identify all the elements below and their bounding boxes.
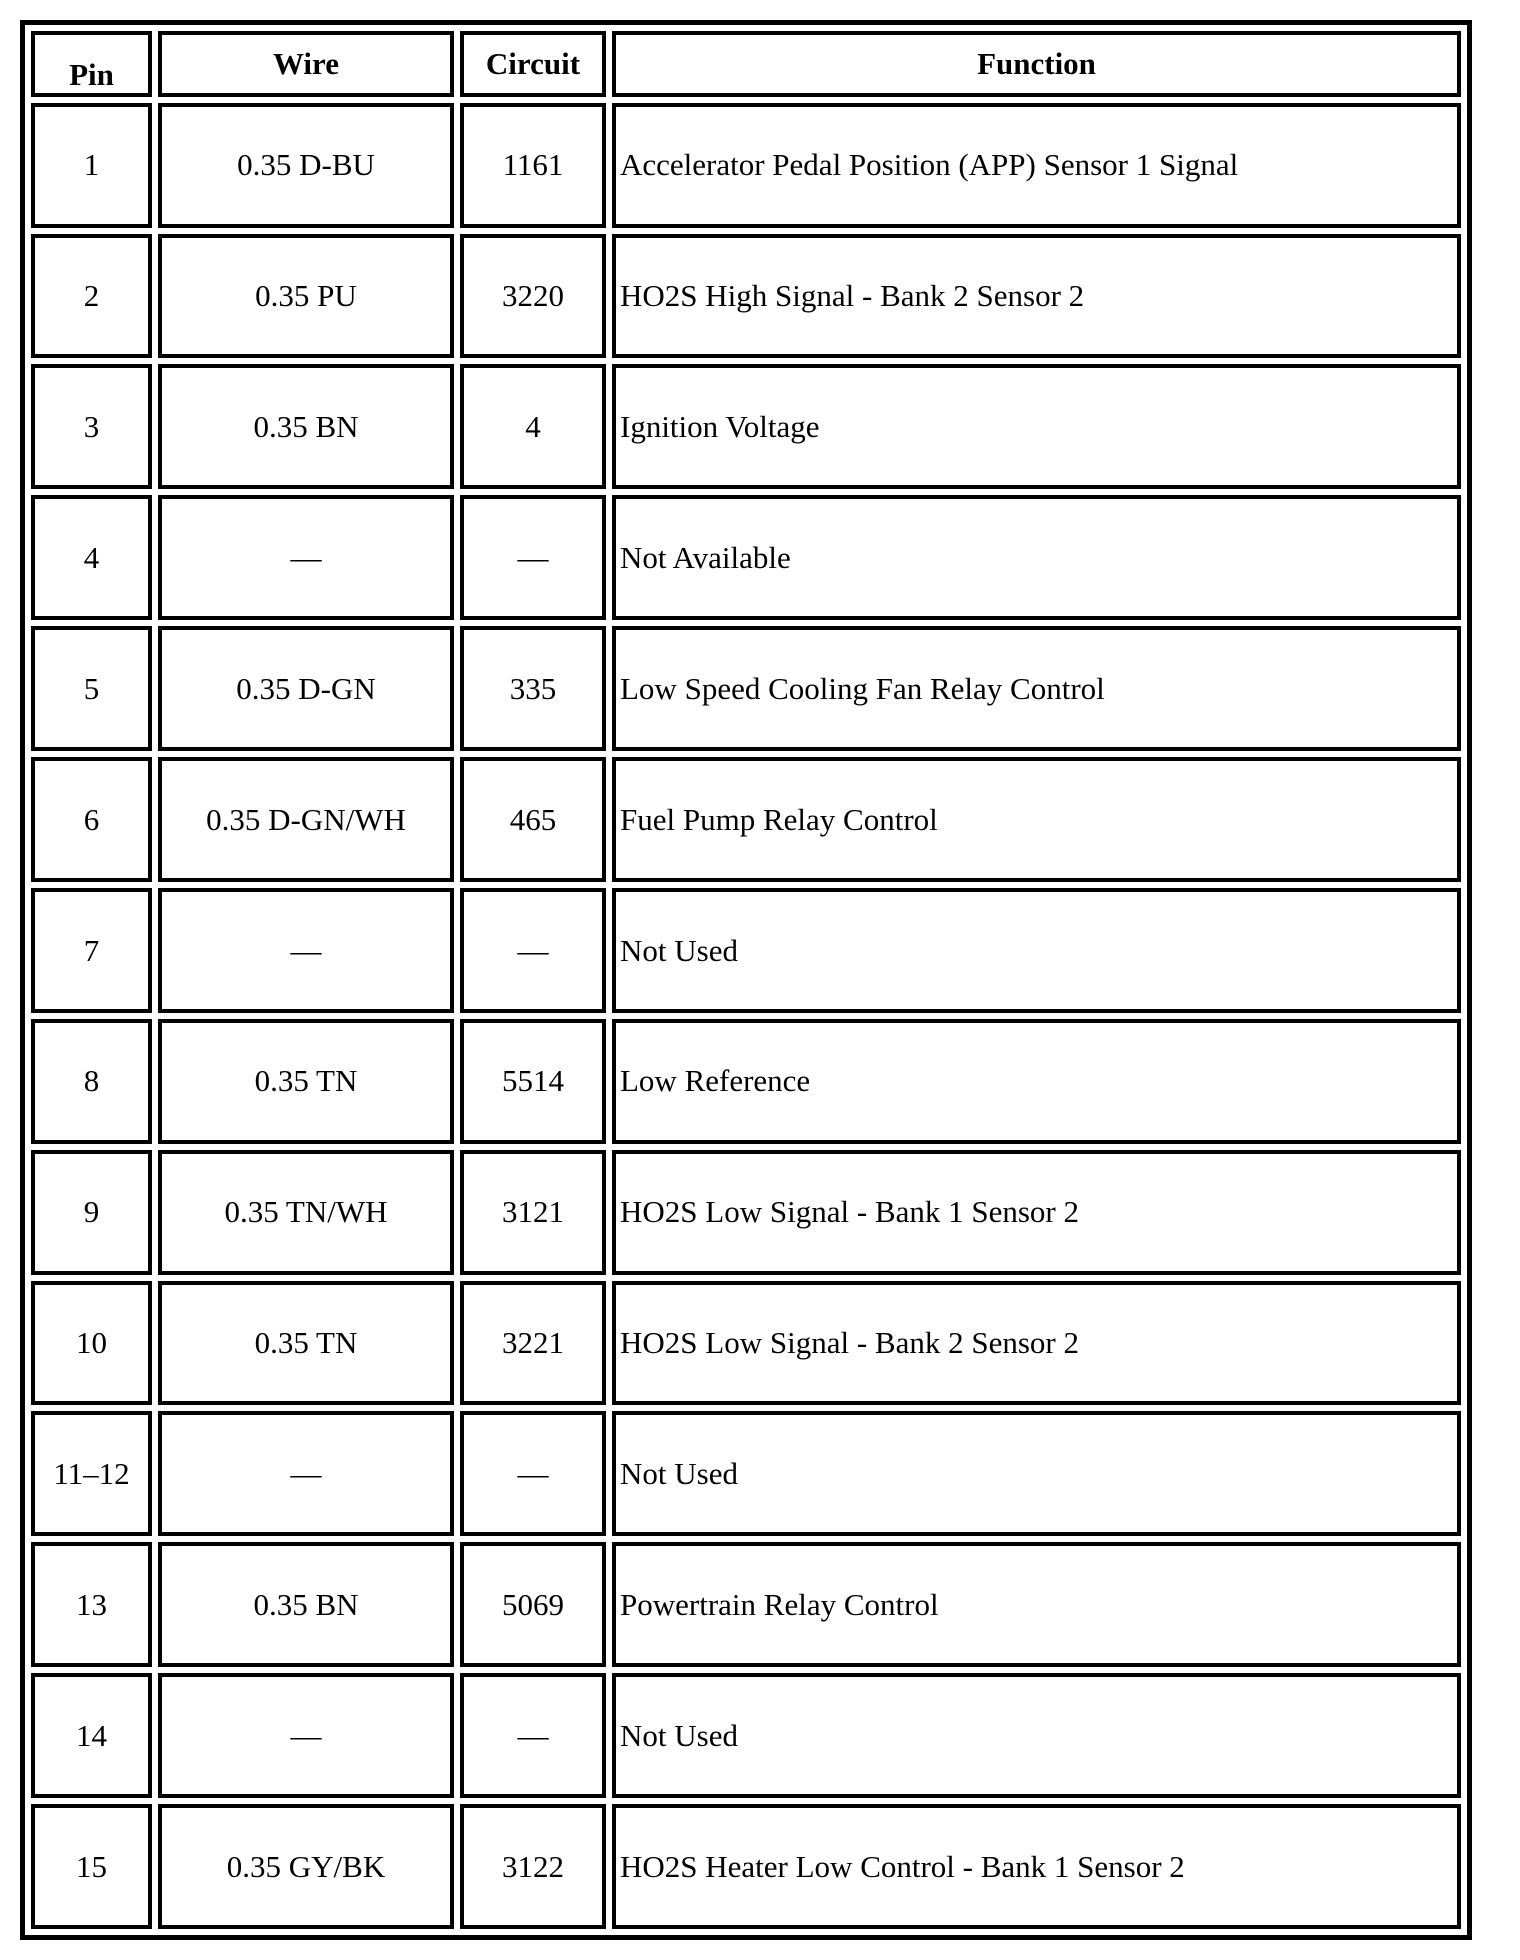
- cell-wire: 0.35 BN: [158, 1542, 454, 1667]
- cell-wire: 0.35 D-GN: [158, 626, 454, 751]
- cell-pin: 10: [31, 1281, 152, 1406]
- cell-function: Accelerator Pedal Position (APP) Sensor 1 Signal: [612, 103, 1461, 228]
- cell-wire: —: [158, 1411, 454, 1536]
- header-wire: Wire: [158, 31, 454, 97]
- table-row: [31, 1150, 1461, 1275]
- cell-circuit: —: [460, 1673, 606, 1798]
- cell-wire: 0.35 TN: [158, 1281, 454, 1406]
- cell-function: Not Used: [612, 888, 1461, 1013]
- header-circuit: Circuit: [460, 31, 606, 97]
- cell-wire: 0.35 D-GN/WH: [158, 757, 454, 882]
- cell-wire: —: [158, 1673, 454, 1798]
- cell-wire: 0.35 TN: [158, 1019, 454, 1144]
- cell-circuit: —: [460, 888, 606, 1013]
- table-body: [31, 103, 1461, 1929]
- cell-wire: 0.35 PU: [158, 234, 454, 359]
- cell-function: Low Speed Cooling Fan Relay Control: [612, 626, 1461, 751]
- cell-circuit: 1161: [460, 103, 606, 228]
- header-row: [31, 31, 1461, 97]
- cell-pin: 8: [31, 1019, 152, 1144]
- table-row: [31, 1804, 1461, 1929]
- table-row: [31, 1281, 1461, 1406]
- document-page: [20, 20, 1472, 1940]
- cell-pin: 3: [31, 364, 152, 489]
- header-pin: Pin: [31, 31, 152, 97]
- cell-wire: 0.35 D-BU: [158, 103, 454, 228]
- cell-circuit: 3122: [460, 1804, 606, 1929]
- table-row: [31, 495, 1461, 620]
- cell-pin: 4: [31, 495, 152, 620]
- table-row: [31, 1673, 1461, 1798]
- cell-pin: 13: [31, 1542, 152, 1667]
- cell-circuit: —: [460, 495, 606, 620]
- table-row: [31, 1542, 1461, 1667]
- cell-pin: 9: [31, 1150, 152, 1275]
- cell-pin: 1: [31, 103, 152, 228]
- cell-wire: 0.35 GY/BK: [158, 1804, 454, 1929]
- cell-circuit: 335: [460, 626, 606, 751]
- connector-pinout-table: [20, 20, 1472, 1940]
- cell-function: Not Used: [612, 1673, 1461, 1798]
- cell-pin: 6: [31, 757, 152, 882]
- header-function: Function: [612, 31, 1461, 97]
- cell-function: HO2S Low Signal - Bank 2 Sensor 2: [612, 1281, 1461, 1406]
- cell-function: Ignition Voltage: [612, 364, 1461, 489]
- cell-wire: 0.35 TN/WH: [158, 1150, 454, 1275]
- cell-circuit: 4: [460, 364, 606, 489]
- table-row: [31, 888, 1461, 1013]
- cell-pin: 5: [31, 626, 152, 751]
- cell-pin: 7: [31, 888, 152, 1013]
- cell-function: HO2S High Signal - Bank 2 Sensor 2: [612, 234, 1461, 359]
- cell-pin: 14: [31, 1673, 152, 1798]
- cell-circuit: 3121: [460, 1150, 606, 1275]
- table-row: [31, 364, 1461, 489]
- table-row: [31, 234, 1461, 359]
- table-row: [31, 103, 1461, 228]
- cell-function: Powertrain Relay Control: [612, 1542, 1461, 1667]
- cell-function: Low Reference: [612, 1019, 1461, 1144]
- cell-function: HO2S Low Signal - Bank 1 Sensor 2: [612, 1150, 1461, 1275]
- cell-circuit: —: [460, 1411, 606, 1536]
- cell-wire: —: [158, 888, 454, 1013]
- table-row: [31, 1019, 1461, 1144]
- cell-function: Not Available: [612, 495, 1461, 620]
- table-row: [31, 626, 1461, 751]
- cell-pin: 11–12: [31, 1411, 152, 1536]
- table-row: [31, 757, 1461, 882]
- cell-pin: 15: [31, 1804, 152, 1929]
- cell-pin: 2: [31, 234, 152, 359]
- cell-circuit: 5514: [460, 1019, 606, 1144]
- cell-function: Fuel Pump Relay Control: [612, 757, 1461, 882]
- cell-circuit: 3220: [460, 234, 606, 359]
- cell-wire: —: [158, 495, 454, 620]
- cell-function: Not Used: [612, 1411, 1461, 1536]
- cell-wire: 0.35 BN: [158, 364, 454, 489]
- cell-circuit: 465: [460, 757, 606, 882]
- cell-circuit: 3221: [460, 1281, 606, 1406]
- cell-function: HO2S Heater Low Control - Bank 1 Sensor 2: [612, 1804, 1461, 1929]
- table-header: [31, 31, 1461, 97]
- cell-circuit: 5069: [460, 1542, 606, 1667]
- table-row: [31, 1411, 1461, 1536]
